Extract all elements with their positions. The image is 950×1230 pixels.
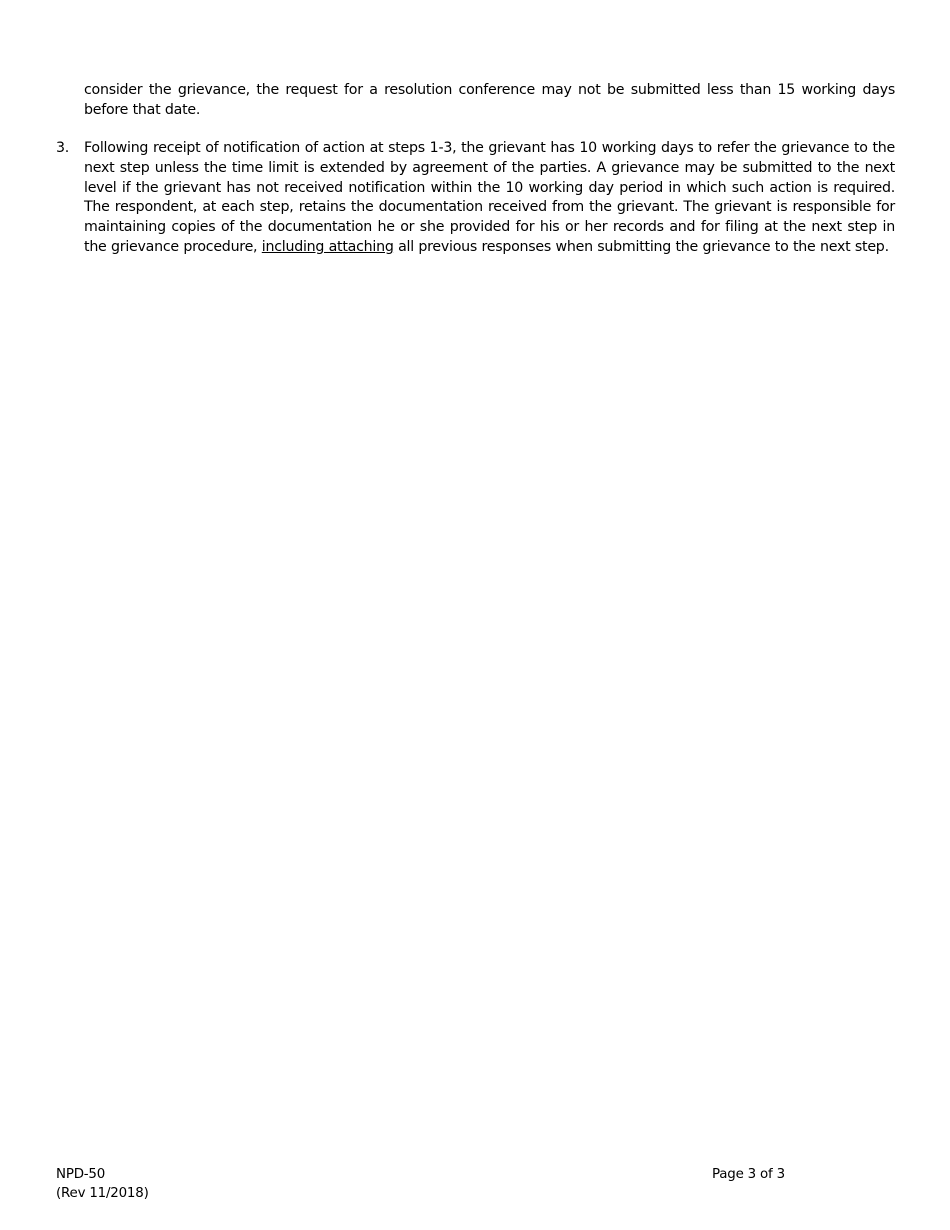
continued-paragraph: consider the grievance, the request for a resolution conference may not be submitted less than 15 working days before that date. [84,82,895,118]
item-3-underlined-text: including attaching [261,238,394,255]
list-item-number: 3. [56,140,70,156]
item-3-text-end: all previous responses when submitting the grievance to the next step. [393,238,889,255]
footer-form-info [56,1165,149,1203]
list-item-3-paragraph [84,139,895,258]
form-number: NPD-50 [56,1167,106,1182]
page-number: Page 3 of 3 [712,1167,785,1182]
item-3-text-start: Following receipt of notification of action at steps 1-3, the grievant has 10 working days to refer the grievance to the next step unless the time limit is extended by agreement of the parties. A grievance may be submitted to the next level if the grievant has not received notification within the 10 working day period in which such action is required. The respondent, at each step, retains the documentation received from the grievant. The grievant is responsible for maintaining copies of the documentation he or she provided for his or her records and for filing at the next step in the grievance procedure, [84,140,895,255]
form-revision: (Rev 11/2018) [56,1186,149,1201]
